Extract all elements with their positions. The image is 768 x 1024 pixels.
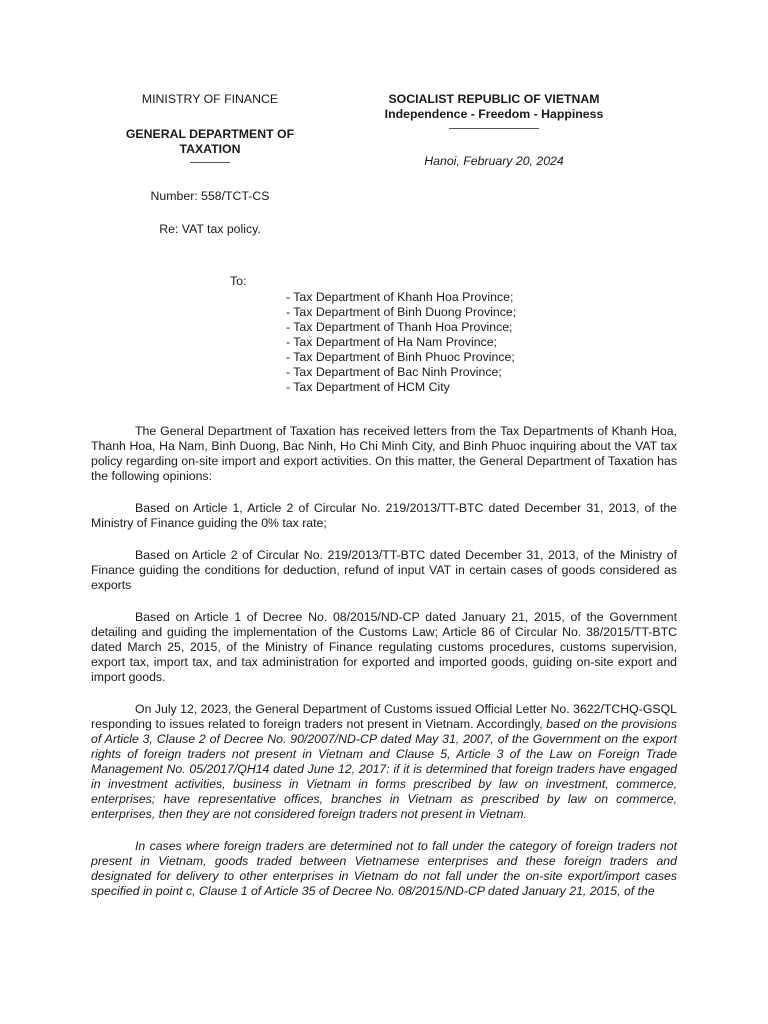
issuer-block: [100, 92, 320, 163]
recipient-item: - Tax Department of Khanh Hoa Province;: [286, 290, 514, 304]
body-paragraph-4: Based on Article 1 of Decree No. 08/2015/ND-CP dated January 21, 2015, of the Government detailing and guiding the implementation of the Customs Law; Article 86 of Circular No. 38/2015/TT-BTC dated March 25, 2015, of the Ministry of Finance regulating customs procedures, customs supervision, export tax, import tax, and tax administration for exported and imported goods, guiding on-site export and import goods.: [91, 610, 677, 684]
letter-body: [91, 424, 677, 915]
recipient-item: - Tax Department of Bac Ninh Province;: [286, 365, 502, 379]
recipient-item: - Tax Department of Thanh Hoa Province;: [286, 320, 513, 334]
body-paragraph-3: Based on Article 2 of Circular No. 219/2013/TT-BTC dated December 31, 2013, of the Ministry of Finance guiding the conditions for deduction, refund of input VAT in certain cases of goods considered as exports: [91, 548, 677, 592]
body-paragraph-1: The General Department of Taxation has received letters from the Tax Departments of Khanh Hoa, Thanh Hoa, Ha Nam, Binh Duong, Bac Ninh, Ho Chi Minh City, and Binh Phuoc inquiring about the VAT tax policy regarding on-site import and export activities. On this matter, the General Department of Taxation has the following opinions:: [91, 424, 677, 483]
body-paragraph-6-italic: In cases where foreign traders are determined not to fall under the category of foreign traders not present in Vietnam, goods traded between Vietnamese enterprises and these foreign traders and designated for delivery to other enterprises in Vietnam do not fall under the on-site export/import cases specified in point c, Clause 1 of Article 35 of Decree No. 08/2015/ND-CP dated January 21, 2015, of the: [91, 839, 677, 898]
issuer-divider: [190, 162, 230, 163]
national-header: [360, 92, 628, 169]
recipient-item: - Tax Department of HCM City: [286, 380, 450, 394]
recipient-item: - Tax Department of Binh Duong Province;: [286, 305, 517, 319]
body-paragraph-5-italic: based on the provisions of Article 3, Clause 2 of Decree No. 90/2007/ND-CP dated May 31, 2007, of the Government on the export rights of foreign traders not present in Vietnam and Clause 5, Article 3 of the Law on Foreign Trade Management No. 05/2017/QH14 dated June 12, 2017: if it is determined that foreign traders have engaged in investment activities, business in Vietnam in forms prescribed by law on investment, commerce, enterprises; have representative offices, branches in Vietnam as prescribed by law on commerce, enterprises, then they are not considered foreign traders not present in Vietnam.: [91, 717, 677, 821]
to-label: To:: [230, 274, 247, 288]
body-paragraph-2: Based on Article 1, Article 2 of Circular No. 219/2013/TT-BTC dated December 31, 2013, of the Ministry of Finance guiding the 0% tax rate;: [91, 501, 677, 530]
document-subject: Re: VAT tax policy.: [159, 222, 261, 236]
national-motto: Independence - Freedom - Happiness: [384, 107, 604, 121]
body-paragraph-6: [91, 839, 677, 899]
document-date: Hanoi, February 20, 2024: [424, 154, 564, 168]
ministry-name: MINISTRY OF FINANCE: [141, 92, 279, 106]
nation-name: SOCIALIST REPUBLIC OF VIETNAM: [388, 92, 600, 106]
department-name: GENERAL DEPARTMENT OF TAXATION: [125, 127, 295, 156]
document-number: Number: 558/TCT-CS: [150, 189, 270, 203]
recipient-list: [286, 290, 516, 395]
body-paragraph-5: [91, 702, 677, 822]
motto-divider: [449, 128, 539, 129]
recipient-item: - Tax Department of Ha Nam Province;: [286, 335, 497, 349]
recipient-item: - Tax Department of Binh Phuoc Province;: [286, 350, 515, 364]
body-paragraph-5-normal: On July 12, 2023, the General Department of Customs issued Official Letter No. 3622/TCHQ-GSQL responding to issues related to foreign traders not present in Vietnam. Accordingly,: [91, 702, 677, 731]
